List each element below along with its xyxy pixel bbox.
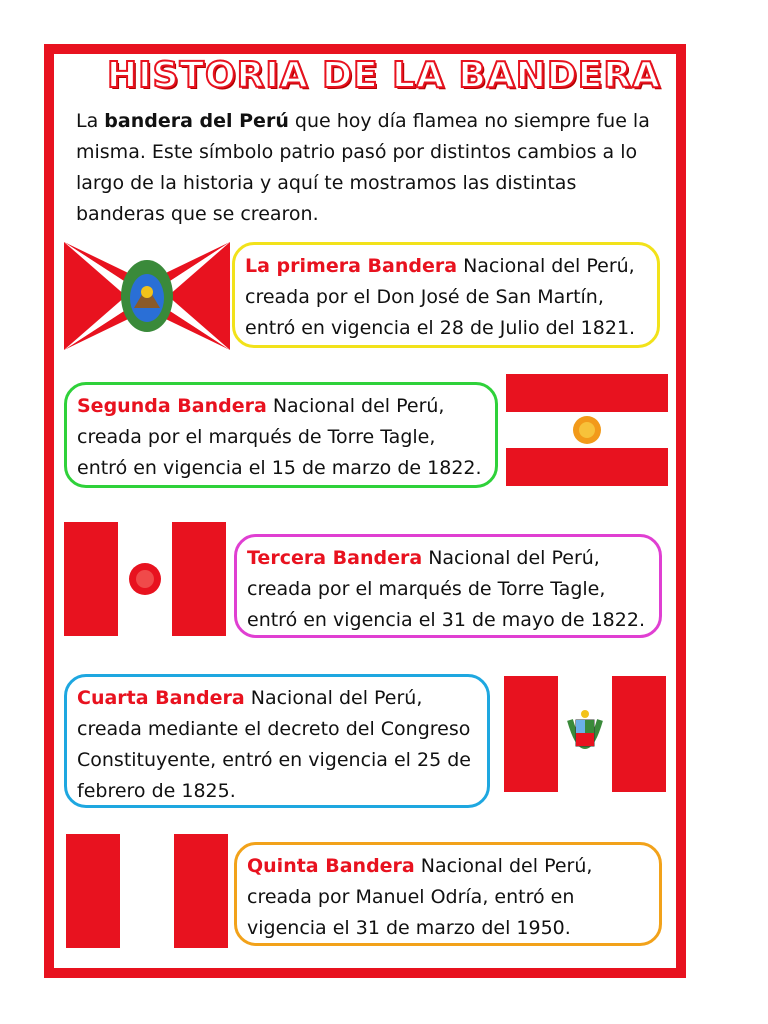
fourth-flag-graphic [504, 676, 666, 792]
fifth-flag-description: Nacional del Perú, creada por Manuel Odría, entró en vigencia el 31 de marzo del 1950. [247, 855, 593, 939]
second-flag-graphic [506, 374, 668, 486]
first-flag-card [232, 242, 660, 348]
fifth-flag-heading: Quinta Bandera [247, 855, 415, 877]
fifth-flag-graphic [66, 834, 228, 948]
intro-bold: bandera del Perú [104, 110, 289, 132]
third-flag-image [64, 522, 226, 636]
fifth-flag-card [234, 842, 662, 946]
intro-paragraph [76, 106, 656, 230]
intro-text-start: La [76, 110, 105, 132]
first-flag-graphic [64, 242, 230, 350]
third-flag-heading: Tercera Bandera [247, 547, 423, 569]
first-flag-description: Nacional del Perú, creada por el Don José de San Martín, entró en vigencia el 28 de Julio del 1821. [245, 255, 636, 339]
fourth-flag-image [504, 676, 666, 792]
third-flag-card [234, 534, 662, 638]
second-flag-heading: Segunda Bandera [77, 395, 267, 417]
page-title: HISTORIA DE LA BANDERA [107, 55, 661, 96]
second-flag-card [64, 382, 498, 488]
fourth-flag-description: Nacional del Perú, creada mediante el decreto del Congreso Constituyente, entró en vigencia el 25 de febrero de 1825. [77, 687, 471, 802]
first-flag-heading: La primera Bandera [245, 255, 458, 277]
fourth-flag-card [64, 674, 490, 808]
third-flag-graphic [64, 522, 226, 636]
fourth-flag-heading: Cuarta Bandera [77, 687, 245, 709]
intro-text-end: que hoy día flamea no siempre fue la misma. Este símbolo patrio pasó por distintos cambios a lo largo de la historia y aquí te mostramos las distintas banderas que se crearon. [76, 110, 650, 225]
second-flag-image [506, 374, 668, 486]
fifth-flag-image [66, 834, 228, 948]
third-flag-description: Nacional del Perú, creada por el marqués de Torre Tagle, entró en vigencia el 31 de mayo de 1822. [247, 547, 645, 631]
first-flag-image [64, 242, 230, 350]
second-flag-description: Nacional del Perú, creada por el marqués de Torre Tagle, entró en vigencia el 15 de marzo de 1822. [77, 395, 482, 479]
